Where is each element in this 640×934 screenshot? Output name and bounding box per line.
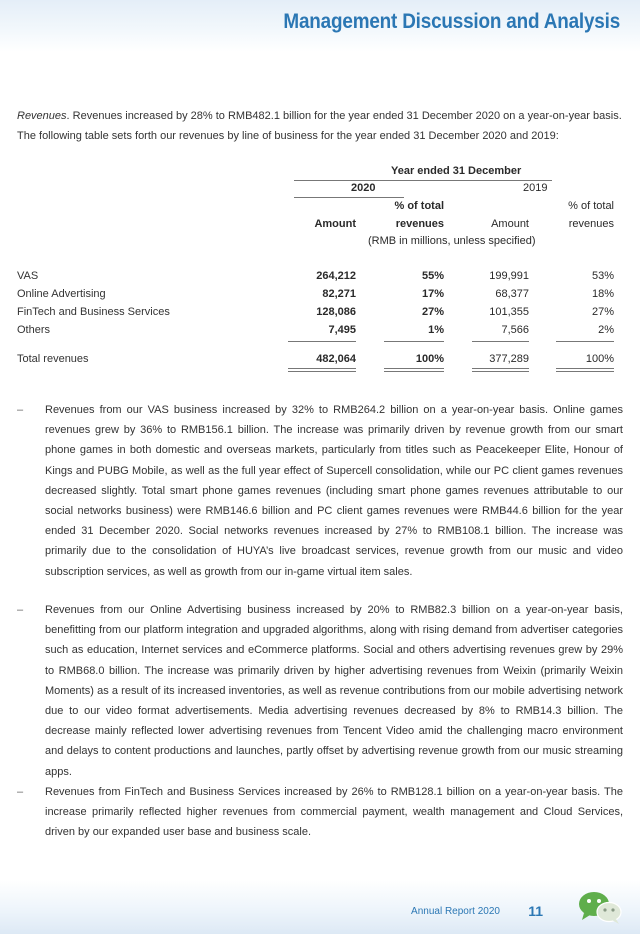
year-2020-header: 2020 bbox=[351, 182, 376, 194]
cell-amount-2020: 264,212 bbox=[316, 270, 356, 282]
total-pct-2020: 100% bbox=[415, 353, 444, 365]
total-line2-pct-2019 bbox=[556, 371, 614, 372]
cell-amount-2019: 68,377 bbox=[495, 288, 529, 300]
cell-pct-2020: 27% bbox=[421, 306, 444, 318]
bullet-text: Revenues from our VAS business increased by 32% to RMB264.2 billion on a year-on-year basis. Online games revenues grew by 36% to RMB156.1 billion. The increase was primarily driven by revenue growth from our smart phone games in both domestic and overseas markets, particularly from titles such as Peacekeeper Elite, Honour of Kings and PUBG Mobile, as well as the full year effect of Supercell consolidation, while our PC client games revenues decreased slightly. Total smart phone games revenues (including smart phone games revenues attributable to our social networks business) were RMB146.6 billion and PC client games revenues were RMB44.6 billion for the year ended 31 December 2020. Social networks revenues increased by 27% to RMB108.1 billion. The increase was primarily due to the consolidation of HUYA’s live broadcast services, revenue growth from our music and video subscription services, as well as growth from our in-game virtual item sales. bbox=[45, 404, 623, 578]
cell-pct-2019: 2% bbox=[598, 324, 614, 336]
row-label: Others bbox=[17, 324, 51, 336]
page-footer bbox=[0, 880, 640, 934]
cell-amount-2020: 7,495 bbox=[328, 324, 356, 336]
subtotal-line-pct-2019 bbox=[556, 341, 614, 342]
bullet-fintech bbox=[17, 782, 623, 843]
subtotal-line-amount-2019 bbox=[472, 341, 529, 342]
total-line2-amount-2019 bbox=[472, 371, 529, 372]
intro-lead: Revenues bbox=[17, 110, 67, 122]
year-2020-underline bbox=[294, 197, 404, 198]
cell-amount-2019: 101,355 bbox=[489, 306, 529, 318]
row-label: FinTech and Business Services bbox=[17, 306, 170, 318]
total-line-amount-2019 bbox=[472, 368, 529, 369]
section-title: Management Discussion and Analysis bbox=[283, 10, 620, 33]
cell-pct-2020: 17% bbox=[421, 288, 444, 300]
total-pct-2019: 100% bbox=[585, 353, 614, 365]
cell-pct-2020: 55% bbox=[421, 270, 444, 282]
cell-amount-2020: 82,271 bbox=[322, 288, 356, 300]
row-label: VAS bbox=[17, 270, 39, 282]
page-number: 11 bbox=[528, 903, 543, 919]
cell-amount-2019: 7,566 bbox=[501, 324, 529, 336]
page-header bbox=[0, 0, 640, 52]
year-2019-header: 2019 bbox=[523, 182, 548, 194]
period-underline bbox=[294, 180, 552, 181]
total-line-pct-2019 bbox=[556, 368, 614, 369]
total-line2-amount-2020 bbox=[288, 371, 356, 372]
cell-pct-2020: 1% bbox=[428, 324, 444, 336]
cell-pct-2019: 27% bbox=[591, 306, 614, 318]
wechat-logo-icon bbox=[576, 888, 624, 926]
bullet-online-advertising bbox=[17, 600, 623, 782]
bullet-text: Revenues from our Online Advertising business increased by 20% to RMB82.3 billion on a year-on-year basis, benefitting from our platform integration and upgraded algorithms, along with rising demand from advertiser categories such as education, Internet services and eCommerce platforms. Social and others advertising revenues grew by 29% to RMB68.0 billion. The increase was primarily driven by higher advertising revenues from Weixin (primarily Weixin Moments) as a result of its increased inventories, as well as revenue contributions from our mobile advertising network due to our video format advertisements. Media advertising revenues decreased by 8% to RMB14.3 billion. The decrease mainly reflected lower advertising revenues from Tencent Video amid the challenging macro environment and delays to content productions and launches, partly offset by advertising revenue growth from our music streaming apps. bbox=[45, 604, 623, 778]
total-amount-2020: 482,064 bbox=[316, 353, 356, 365]
cell-amount-2020: 128,086 bbox=[316, 306, 356, 318]
bullet-text: Revenues from FinTech and Business Services increased by 26% to RMB128.1 billion on a year-on-year basis. The increase primarily reflected higher revenues from commercial payment, wealth management and Cloud Services, driven by our expanded user base and business scale. bbox=[45, 786, 623, 839]
bullet-dash: – bbox=[17, 786, 24, 798]
unit-note: (RMB in millions, unless specified) bbox=[368, 235, 536, 247]
bullet-dash: – bbox=[17, 604, 24, 616]
subtotal-line-amount-2020 bbox=[288, 341, 356, 342]
bullet-vas bbox=[17, 400, 623, 582]
total-label: Total revenues bbox=[17, 353, 89, 365]
intro-text: . Revenues increased by 28% to RMB482.1 billion for the year ended 31 December 2020 on a year-on-year basis. The following table sets forth our revenues by line of business for the year ended 31 December 2020 and 2019: bbox=[17, 110, 622, 142]
pct-2020-header-line1: % of total bbox=[394, 200, 444, 212]
bullet-dash: – bbox=[17, 404, 24, 416]
cell-pct-2019: 53% bbox=[591, 270, 614, 282]
pct-2019-header-line1: % of total bbox=[568, 200, 614, 212]
period-header: Year ended 31 December bbox=[391, 165, 522, 177]
total-line2-pct-2020 bbox=[384, 371, 444, 372]
total-amount-2019: 377,289 bbox=[489, 353, 529, 365]
cell-pct-2019: 18% bbox=[591, 288, 614, 300]
cell-amount-2019: 199,991 bbox=[489, 270, 529, 282]
amount-2019-header: Amount bbox=[491, 218, 529, 230]
report-label: Annual Report 2020 bbox=[411, 906, 500, 917]
row-label: Online Advertising bbox=[17, 288, 106, 300]
total-line-amount-2020 bbox=[288, 368, 356, 369]
subtotal-line-pct-2020 bbox=[384, 341, 444, 342]
total-line-pct-2020 bbox=[384, 368, 444, 369]
pct-2019-header-line2: revenues bbox=[568, 218, 614, 230]
pct-2020-header-line2: revenues bbox=[395, 218, 444, 230]
amount-2020-header: Amount bbox=[314, 218, 356, 230]
intro-paragraph bbox=[17, 106, 623, 146]
